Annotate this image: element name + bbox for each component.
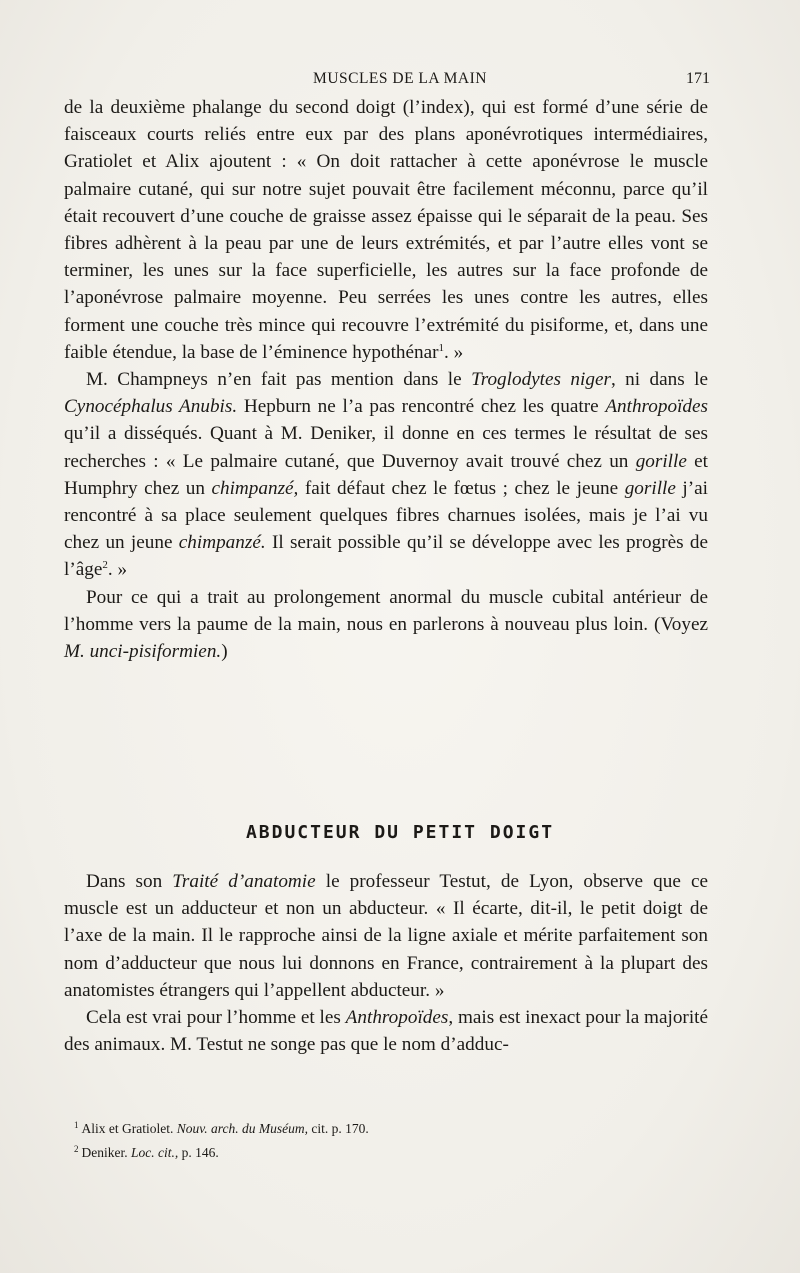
paragraph-testut: Dans son Traité d’anatomie le professeur Testut, de Lyon, observe que ce muscle est un adducteur et non un abducteur. « Il écarte, dit-il, le petit doigt de l’axe de la main. Il le rapproche ainsi de la ligne axiale et mérite parfaitement son nom d’adducteur que nous lui donnons en France, contrairement à la plupart des anatomistes étrangers qui l’appellent abducteur. » [64, 871, 709, 1001]
footnote-2: $^2$ Deniker. Loc. cit., p. 146. [74, 1144, 219, 1160]
paragraph-anthropoides: Cela est vrai pour l’homme et les Anthropoïdes, mais est inexact pour la majorité des animaux. M. Testut ne songe pas que le nom d’adduc- [64, 1007, 708, 1056]
paragraph-continued: de la deuxième phalange du second doigt (l’index), qui est formé d’une série de faisceaux courts reliés entre eux par des plans aponévrotiques intermédiaires, Gratiolet et Alix ajoutent : « On doit rattacher à cette aponévrose le muscle palmaire cutané, qui sur notre sujet pouvait être facilement méconnu, parce qu’il était recouvert d’une couche de graisse assez épaisse qui le séparait de la peau. Ses fibres adhèrent à la peau par une de leurs extrémités, et par l’autre elles vont se terminer, les unes sur la face superficielle, les autres sur la face profonde de l’aponévrose palmaire moyenne. Peu serrées les unes contre les autres, elles forment une couche très mince qui recouvre l’extrémité du pisiforme, et, dans une faible étendue, la base de l’éminence hypothénar$^1$. » [64, 97, 708, 363]
page-number: 171 [686, 70, 710, 87]
paragraph-champneys: M. Champneys n’en fait pas mention dans le Troglodytes niger, ni dans le Cynocéphalus Anubis. Hepburn ne l’a pas rencontré chez les quatre Anthropoïdes qu’il a disséqués. Quant à M. Deniker, il donne en ces termes le résultat de ses recherches : « Le palmaire cutané, que Duvernoy avait trouvé chez un gorille et Humphry chez un chimpanzé, fait défaut chez le fœtus ; chez le jeune gorille j’ai rencontré à sa place seulement quelques fibres charnues isolées, mais je l’ai vu chez un jeune chimpanzé. Il serait possible qu’il se développe avec les progrès de l’âge$^2$. » [64, 369, 708, 581]
footnote-ref-1: 1 [438, 341, 445, 354]
footnote-1: $^1$ Alix et Gratiolet. Nouv. arch. du Muséum, cit. p. 170. [74, 1120, 369, 1136]
main-text-lower [64, 868, 708, 1058]
paragraph-cubital: Pour ce qui a trait au prolongement anormal du muscle cubital antérieur de l’homme vers la paume de la main, nous en parlerons à nouveau plus loin. (Voyez M. unci-pisiformien.) [64, 586, 708, 663]
running-head [0, 68, 800, 92]
footnote-ref-2: 2 [102, 559, 108, 572]
section-heading: ABDUCTEUR DU PETIT DOIGT [245, 822, 555, 843]
footnotes [74, 1115, 694, 1163]
running-title: MUSCLES DE LA MAIN [313, 70, 487, 87]
main-text-upper [64, 94, 708, 665]
